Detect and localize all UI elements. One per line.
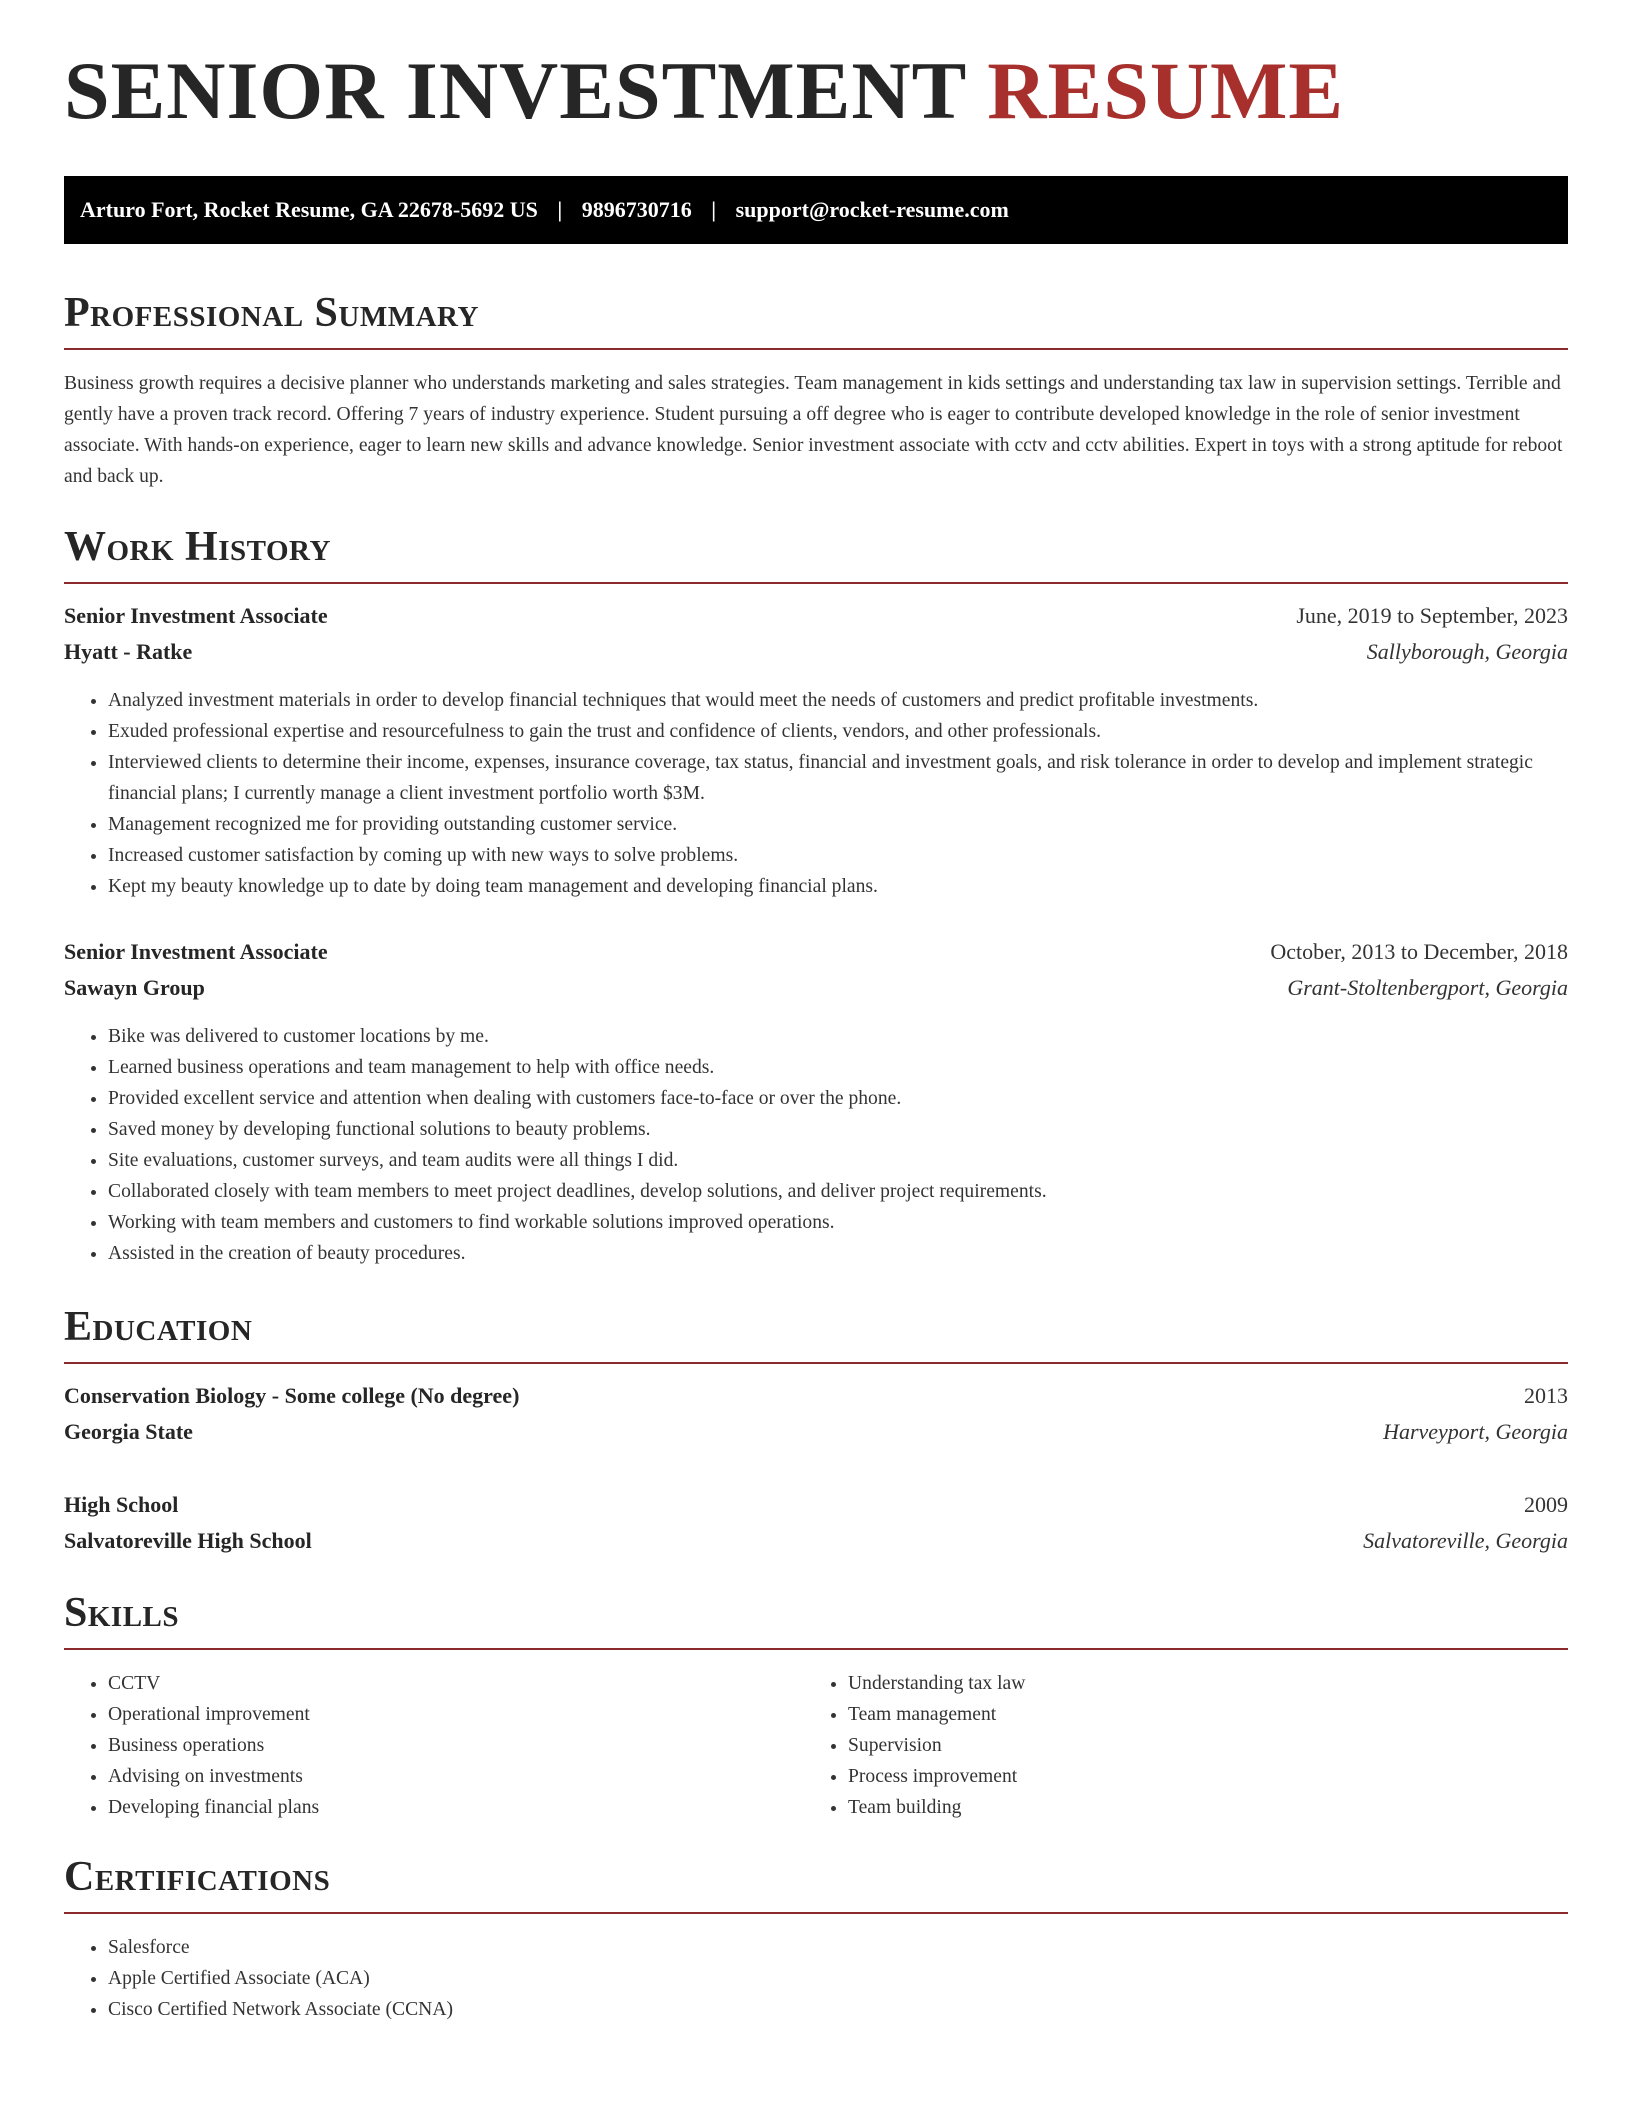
list-item: • Learned business operations and team management to help with office needs. <box>108 1052 1568 1083</box>
job-dates: June, 2019 to September, 2023 <box>1296 603 1568 628</box>
list-item: • Saved money by developing functional solutions to beauty problems. <box>108 1114 1568 1145</box>
education-degree: High School <box>64 1492 179 1517</box>
certifications-divider <box>64 1912 1568 1914</box>
work-history-heading: Work History <box>64 524 331 570</box>
list-item: • Site evaluations, customer surveys, and team audits were all things I did. <box>108 1145 1568 1176</box>
title-main: SENIOR INVESTMENT <box>64 45 966 136</box>
job-2-header <box>64 936 1568 968</box>
skill-item: • Business operations <box>108 1730 808 1761</box>
contact-separator: | <box>557 197 563 222</box>
skill-item: • Operational improvement <box>108 1699 808 1730</box>
skill-item: • Team management <box>848 1699 1568 1730</box>
certification-item: • Salesforce <box>108 1932 1568 1963</box>
education-divider <box>64 1362 1568 1364</box>
job-1-header <box>64 600 1568 632</box>
skill-item: • Developing financial plans <box>108 1792 808 1823</box>
job-company: Sawayn Group <box>64 975 205 1000</box>
certification-item: • Cisco Certified Network Associate (CCNA) <box>108 1994 1568 2025</box>
list-item: • Provided excellent service and attention when dealing with customers face-to-face or over the phone. <box>108 1083 1568 1114</box>
education-year: 2013 <box>1524 1383 1568 1408</box>
contact-address: Arturo Fort, Rocket Resume, GA 22678-5692 US <box>80 197 538 222</box>
education-2-school-row <box>64 1525 1568 1557</box>
job-2-bullets <box>64 1021 1568 1269</box>
contact-separator: | <box>711 197 717 222</box>
list-item: • Analyzed investment materials in order to develop financial techniques that would meet the needs of customers and predict profitable investments. <box>108 685 1568 716</box>
education-location: Salvatoreville, Georgia <box>1363 1528 1568 1553</box>
skill-item: • Team building <box>848 1792 1568 1823</box>
job-dates: October, 2013 to December, 2018 <box>1270 939 1568 964</box>
summary-divider <box>64 348 1568 350</box>
list-item: • Increased customer satisfaction by coming up with new ways to solve problems. <box>108 840 1568 871</box>
list-item: • Collaborated closely with team members to meet project deadlines, develop solutions, and deliver project requirements. <box>108 1176 1568 1207</box>
skill-item: • Understanding tax law <box>848 1668 1568 1699</box>
skill-item: • Process improvement <box>848 1761 1568 1792</box>
certifications-heading: Certifications <box>64 1854 331 1900</box>
list-item: • Interviewed clients to determine their income, expenses, insurance coverage, tax status, financial and investment goals, and risk tolerance in order to develop and implement strategic financial plans; I currently manage a client investment portfolio worth $3M. <box>108 747 1568 809</box>
title-accent: RESUME <box>987 45 1345 136</box>
list-item: • Exuded professional expertise and resourcefulness to gain the trust and confidence of clients, vendors, and other professionals. <box>108 716 1568 747</box>
job-title: Senior Investment Associate <box>64 603 328 628</box>
education-1-header <box>64 1380 1568 1412</box>
skills-heading: Skills <box>64 1590 180 1636</box>
skills-list-left <box>64 1668 808 1823</box>
job-1-bullets <box>64 685 1568 902</box>
education-school: Salvatoreville High School <box>64 1528 312 1553</box>
skill-item: • Advising on investments <box>108 1761 808 1792</box>
contact-phone[interactable]: 9896730716 <box>581 197 692 222</box>
job-1-company-row <box>64 636 1568 668</box>
list-item: • Assisted in the creation of beauty procedures. <box>108 1238 1568 1269</box>
education-school: Georgia State <box>64 1419 193 1444</box>
job-location: Sallyborough, Georgia <box>1366 639 1568 664</box>
job-company: Hyatt - Ratke <box>64 639 193 664</box>
list-item: • Kept my beauty knowledge up to date by doing team management and developing financial plans. <box>108 871 1568 902</box>
contact-bar <box>64 176 1568 244</box>
job-location: Grant-Stoltenbergport, Georgia <box>1287 975 1568 1000</box>
certifications-list <box>64 1932 1568 2025</box>
education-degree: Conservation Biology - Some college (No degree) <box>64 1383 520 1408</box>
skill-item: • Supervision <box>848 1730 1568 1761</box>
education-heading: Education <box>64 1304 253 1350</box>
education-2-header <box>64 1489 1568 1521</box>
certification-item: • Apple Certified Associate (ACA) <box>108 1963 1568 1994</box>
job-title: Senior Investment Associate <box>64 939 328 964</box>
summary-text: Business growth requires a decisive planner who understands marketing and sales strategies. Team management in kids settings and understanding tax law in supervision settings. Terrible and gently have a proven track record. Offering 7 years of industry experience. Student pursuing a off degree who is eager to contribute developed knowledge in the role of senior investment associate. With hands-on experience, eager to learn new skills and advance knowledge. Senior investment associate with cctv and cctv abilities. Expert in toys with a strong aptitude for reboot and back up. <box>64 373 1563 487</box>
job-2-company-row <box>64 972 1568 1004</box>
contact-email[interactable]: support@rocket-resume.com <box>735 197 1009 222</box>
skills-divider <box>64 1648 1568 1650</box>
summary-heading: Professional Summary <box>64 290 479 336</box>
resume-title <box>64 45 1345 136</box>
list-item: • Working with team members and customers to find workable solutions improved operations. <box>108 1207 1568 1238</box>
education-location: Harveyport, Georgia <box>1383 1419 1568 1444</box>
list-item: • Management recognized me for providing outstanding customer service. <box>108 809 1568 840</box>
skills-list-right <box>804 1668 1568 1823</box>
work-history-divider <box>64 582 1568 584</box>
list-item: • Bike was delivered to customer locations by me. <box>108 1021 1568 1052</box>
skill-item: • CCTV <box>108 1668 808 1699</box>
education-1-school-row <box>64 1416 1568 1448</box>
education-year: 2009 <box>1524 1492 1568 1517</box>
